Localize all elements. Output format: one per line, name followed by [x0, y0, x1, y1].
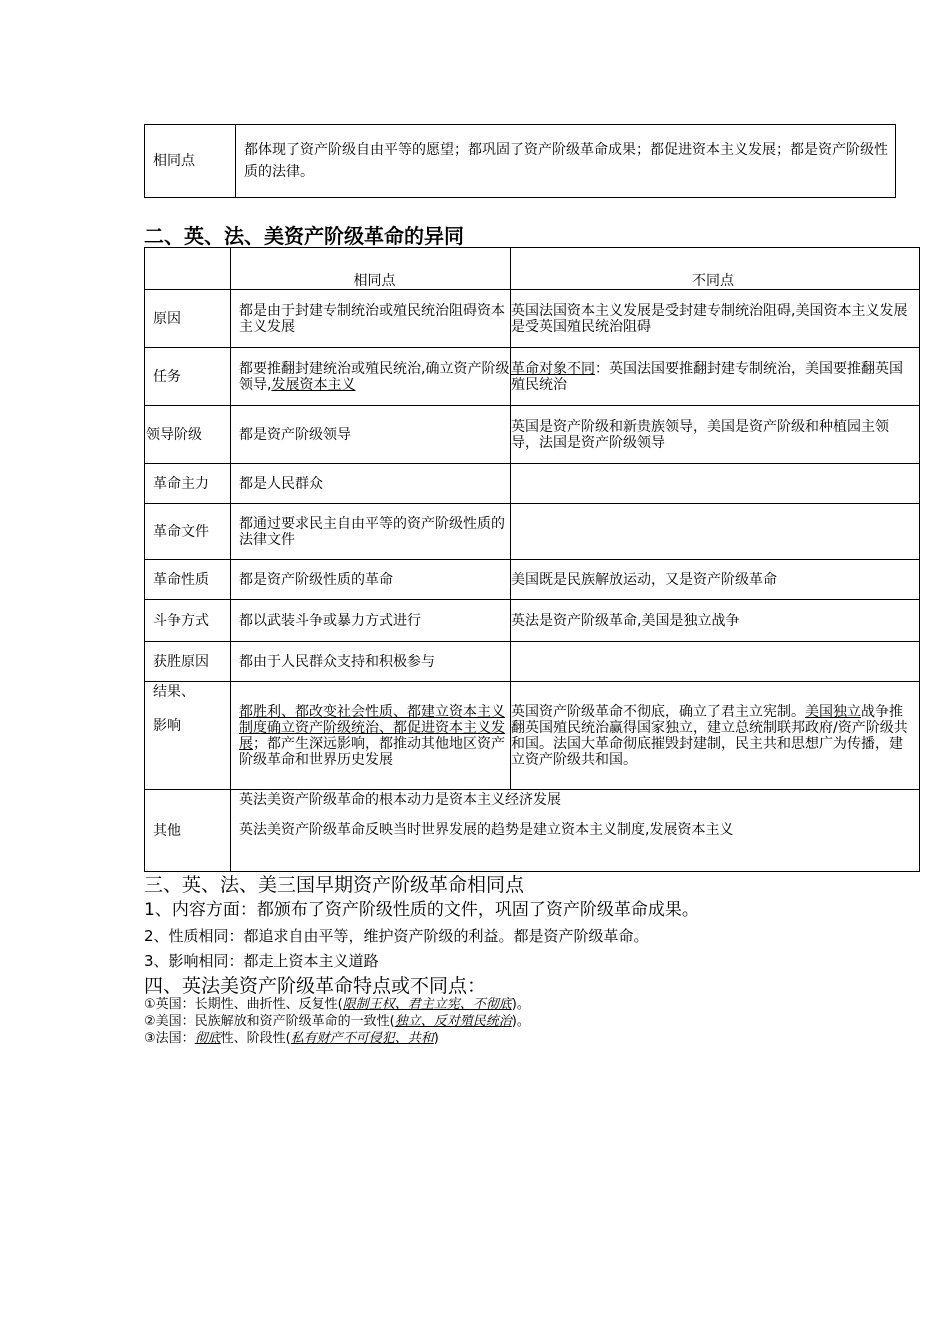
same-points-table	[144, 124, 896, 198]
row-same: 都是由于封建专制统治或殖民统治阻碍资本主义发展	[231, 290, 511, 348]
row-diff	[511, 682, 920, 790]
table-header-row	[145, 248, 920, 290]
row-label: 获胜原因	[145, 642, 231, 682]
row-note-2: 英法美资产阶级革命反映当时世界发展的趋势是建立资本主义制度,发展资本主义	[239, 822, 734, 838]
section4-item-3	[144, 1031, 439, 1047]
table-row	[145, 790, 920, 872]
row-same: 都是资产阶级领导	[231, 406, 511, 464]
table-row	[145, 682, 920, 790]
section3-item-3: 3、影响相同：都走上资本主义道路	[144, 952, 379, 970]
header-empty	[145, 248, 231, 290]
row-same-text: ；都产生深远影响，都推动其他地区资产阶级革命和世界历史发展	[239, 735, 505, 768]
row-diff-underlined: 革命对象不同	[511, 360, 595, 377]
item-underlined-b: 私有财产不可侵犯、共和	[290, 1031, 434, 1046]
row-diff: 英法是资产阶级革命,美国是独立战争	[511, 600, 920, 642]
section4-item-2	[144, 1014, 530, 1030]
row-diff	[511, 464, 920, 504]
item-suffix: )。	[511, 997, 530, 1012]
row-same-underlined: 都胜利、都改变社会性质、都建立资本主义制度确立资产阶级统治、都促进资本主义发展	[239, 703, 505, 752]
row-same: 都由于人民群众支持和积极参与	[231, 642, 511, 682]
row-label: 革命文件	[145, 504, 231, 560]
row-diff	[511, 642, 920, 682]
item-prefix: ②美国：民族解放和资产阶级革命的一致性(	[144, 1014, 395, 1029]
row-same	[231, 348, 511, 406]
table-row	[145, 560, 920, 600]
row-same: 都是资产阶级性质的革命	[231, 560, 511, 600]
row-diff	[511, 348, 920, 406]
table-row	[145, 464, 920, 504]
item-prefix: ①英国：长期性、曲折性、反复性(	[144, 997, 343, 1012]
row-note-1: 英法美资产阶级革命的根本动力是资本主义经济发展	[239, 792, 561, 808]
row-label	[145, 682, 231, 790]
item-prefix: ③法国：	[144, 1031, 195, 1046]
header-diff: 不同点	[511, 248, 920, 290]
same-points-label: 相同点	[145, 125, 236, 198]
comparison-table	[144, 247, 920, 872]
row-label: 革命性质	[145, 560, 231, 600]
table-row	[145, 642, 920, 682]
item-underlined: 限制王权、君主立宪、不彻底	[342, 997, 512, 1012]
table-row	[145, 348, 920, 406]
table-row	[145, 600, 920, 642]
row-same	[231, 682, 511, 790]
table-row	[145, 504, 920, 560]
section3-item-1: 1、内容方面：都颁布了资产阶级性质的文件，巩固了资产阶级革命成果。	[144, 900, 699, 920]
item-suffix: )	[433, 1031, 439, 1046]
row-diff-underlined: 美国独立	[805, 703, 861, 720]
item-underlined-a: 彻底	[194, 1031, 221, 1046]
row-label: 革命主力	[145, 464, 231, 504]
row-same: 都通过要求民主自由平等的资产阶级性质的法律文件	[231, 504, 511, 560]
section4-title: 四、英法美资产阶级革命特点或不同点：	[144, 975, 487, 997]
row-label: 原因	[145, 290, 231, 348]
row-diff	[511, 504, 920, 560]
row-same-text: 都要推翻封建统治或殖民统治,确立资产阶级领导,	[239, 360, 510, 393]
row-diff-text: ：英国法国要推翻封建专制统治，美国要推翻英国殖民统治	[511, 360, 903, 393]
row-same-underlined: 发展资本主义	[271, 376, 356, 393]
row-same: 都是人民群众	[231, 464, 511, 504]
section2-title: 二、英、法、美资产阶级革命的异同	[144, 224, 464, 248]
section3-item-2: 2、性质相同：都追求自由平等，维护资产阶级的利益。都是资产阶级革命。	[144, 927, 649, 945]
row-label: 其他	[145, 790, 231, 872]
item-suffix: )。	[511, 1014, 530, 1029]
row-label: 领导阶级	[145, 406, 231, 464]
header-same: 相同点	[231, 248, 511, 290]
row-label-line2: 影响	[153, 718, 181, 734]
row-notes	[231, 790, 920, 872]
row-label-line1: 结果、	[153, 684, 195, 700]
row-diff: 英国法国资本主义发展是受封建专制统治阻碍,美国资本主义发展是受英国殖民统治阻碍	[511, 290, 920, 348]
row-diff-text: 英国资产阶级革命不彻底，确立了君主立宪制。	[511, 703, 805, 720]
item-mid: 性、阶段性(	[220, 1031, 291, 1046]
row-label: 斗争方式	[145, 600, 231, 642]
row-diff: 美国既是民族解放运动，又是资产阶级革命	[511, 560, 920, 600]
item-underlined: 独立、反对殖民统治	[394, 1014, 512, 1029]
row-same: 都以武装斗争或暴力方式进行	[231, 600, 511, 642]
section3-title: 三、英、法、美三国早期资产阶级革命相同点	[144, 874, 525, 896]
row-label: 任务	[145, 348, 231, 406]
row-diff-text-2: 战争推翻英国殖民统治赢得国家独立，建立总统制联邦政府/资产阶级共和国。法国大革命彻底摧毁封建制，民主共和思想广为传播，建立资产阶级共和国。	[511, 703, 908, 768]
table-row	[145, 406, 920, 464]
same-points-text: 都体现了资产阶级自由平等的愿望；都巩固了资产阶级革命成果；都促进资本主义发展；都是资产阶级性质的法律。	[236, 125, 896, 198]
section4-item-1	[144, 997, 530, 1013]
row-diff: 英国是资产阶级和新贵族领导，美国是资产阶级和种植园主领导，法国是资产阶级领导	[511, 406, 920, 464]
table-row	[145, 290, 920, 348]
